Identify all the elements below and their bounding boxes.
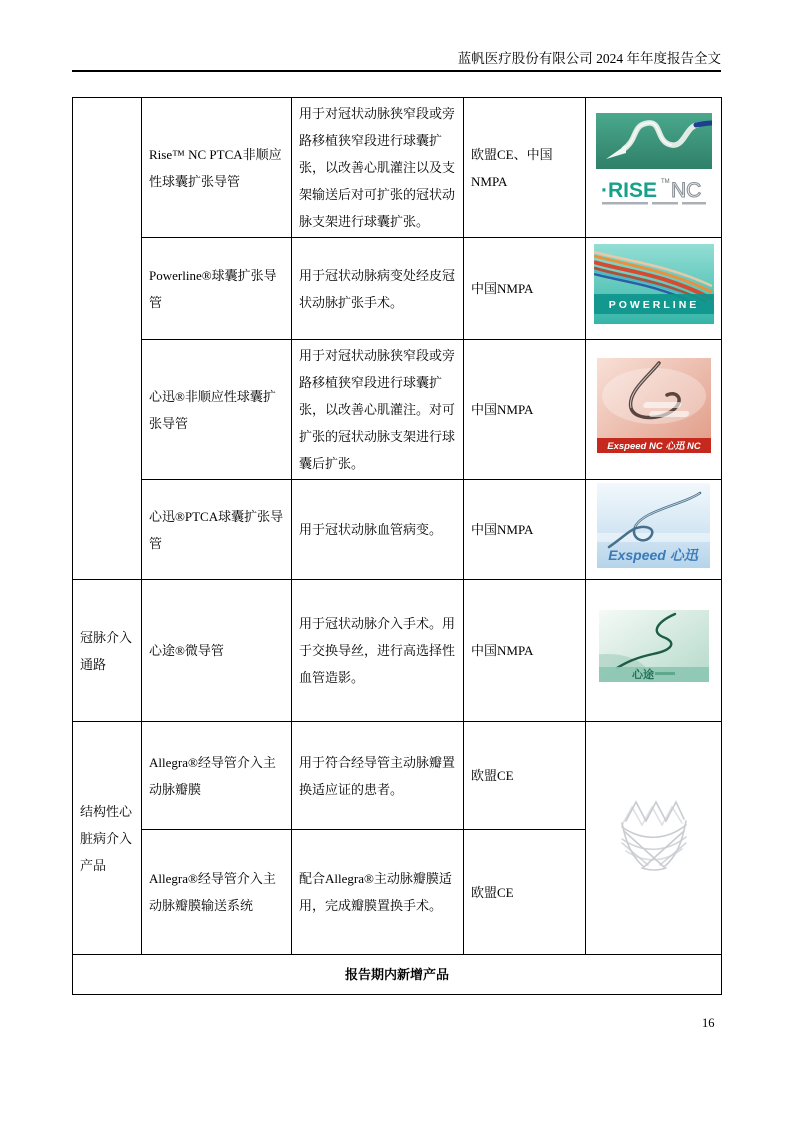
product-name: Rise™ NC PTCA非顺应性球囊扩张导管 xyxy=(142,98,292,238)
table-footer-row xyxy=(73,955,722,995)
product-name: 心途®微导管 xyxy=(142,580,292,722)
product-name: 心迅®PTCA球囊扩张导管 xyxy=(142,480,292,580)
table-row xyxy=(73,238,722,340)
product-image-cell xyxy=(586,238,722,340)
product-image-cell xyxy=(586,98,722,238)
category-cell-blank xyxy=(73,98,142,580)
table-row xyxy=(73,580,722,722)
product-certification: 欧盟CE xyxy=(464,722,586,830)
xintu-band xyxy=(599,667,709,682)
product-name: Allegra®经导管介入主动脉瓣膜 xyxy=(142,722,292,830)
section-footer-label: 报告期内新增产品 xyxy=(73,955,722,995)
powerline-logo-text: POWERLINE xyxy=(608,299,699,311)
product-description: 用于对冠状动脉狭窄段或旁路移植狭窄段进行球囊扩张，以改善心肌灌注。对可扩张的冠状动脉支架进行球囊后扩张。 xyxy=(292,340,464,480)
table-row xyxy=(73,722,722,830)
rise-tagline-bar xyxy=(602,202,648,205)
xintu-logo-text: 心途 xyxy=(631,669,654,681)
rise-nc-product-image xyxy=(596,113,712,222)
product-image-cell xyxy=(586,580,722,722)
powerline-product-image xyxy=(594,244,714,333)
report-header-title: 蓝帆医疗股份有限公司 2024 年年度报告全文 xyxy=(457,51,721,66)
product-image-cell xyxy=(586,722,722,955)
product-image-cell xyxy=(586,480,722,580)
product-certification: 欧盟CE xyxy=(464,830,586,955)
exspeed-product-image xyxy=(597,483,710,577)
table-row xyxy=(73,98,722,238)
product-table xyxy=(72,97,722,995)
product-description: 配合Allegra®主动脉瓣膜适用，完成瓣膜置换手术。 xyxy=(292,830,464,955)
rise-tm-mark: TM xyxy=(660,179,670,185)
xintu-tagline-bar xyxy=(655,672,675,675)
category-cell: 冠脉介入通路 xyxy=(73,580,142,722)
exspeed-nc-band-text: Exspeed NC 心迅 NC xyxy=(606,440,701,452)
product-description: 用于对冠状动脉狭窄段或旁路移植狭窄段进行球囊扩张，以改善心肌灌注以及支架输送后对可扩张的冠状动脉支架进行球囊扩张。 xyxy=(292,98,464,238)
product-certification: 欧盟CE、中国NMPA xyxy=(464,98,586,238)
header-divider xyxy=(72,70,721,72)
allegra-valve-product-image xyxy=(612,791,696,886)
rise-nc-text: NC xyxy=(670,179,701,202)
product-name: Powerline®球囊扩张导管 xyxy=(142,238,292,340)
product-description: 用于冠状动脉介入手术。用于交换导丝，进行高选择性血管造影。 xyxy=(292,580,464,722)
table-row xyxy=(73,340,722,480)
xintu-product-image xyxy=(599,610,709,691)
exspeed-nc-product-image xyxy=(597,358,711,462)
product-certification: 中国NMPA xyxy=(464,480,586,580)
page-number: 16 xyxy=(702,1016,715,1030)
allegra-stent-mesh xyxy=(622,802,686,870)
rise-catheter-blue-segment xyxy=(696,123,712,125)
product-name: Allegra®经导管介入主动脉瓣膜输送系统 xyxy=(142,830,292,955)
product-certification: 中国NMPA xyxy=(464,580,586,722)
product-certification: 中国NMPA xyxy=(464,238,586,340)
product-certification: 中国NMPA xyxy=(464,340,586,480)
product-description: 用于符合经导管主动脉瓣置换适应证的患者。 xyxy=(292,722,464,830)
product-description: 用于冠状动脉病变处经皮冠状动脉扩张手术。 xyxy=(292,238,464,340)
table-row xyxy=(73,480,722,580)
exspeed-logo-text: Exspeed 心迅 xyxy=(608,546,698,563)
product-image-cell xyxy=(586,340,722,480)
product-name: 心迅®非顺应性球囊扩张导管 xyxy=(142,340,292,480)
product-description: 用于冠状动脉血管病变。 xyxy=(292,480,464,580)
rise-brand-text: ·RISE xyxy=(600,179,657,202)
category-cell: 结构性心脏病介入产品 xyxy=(73,722,142,955)
